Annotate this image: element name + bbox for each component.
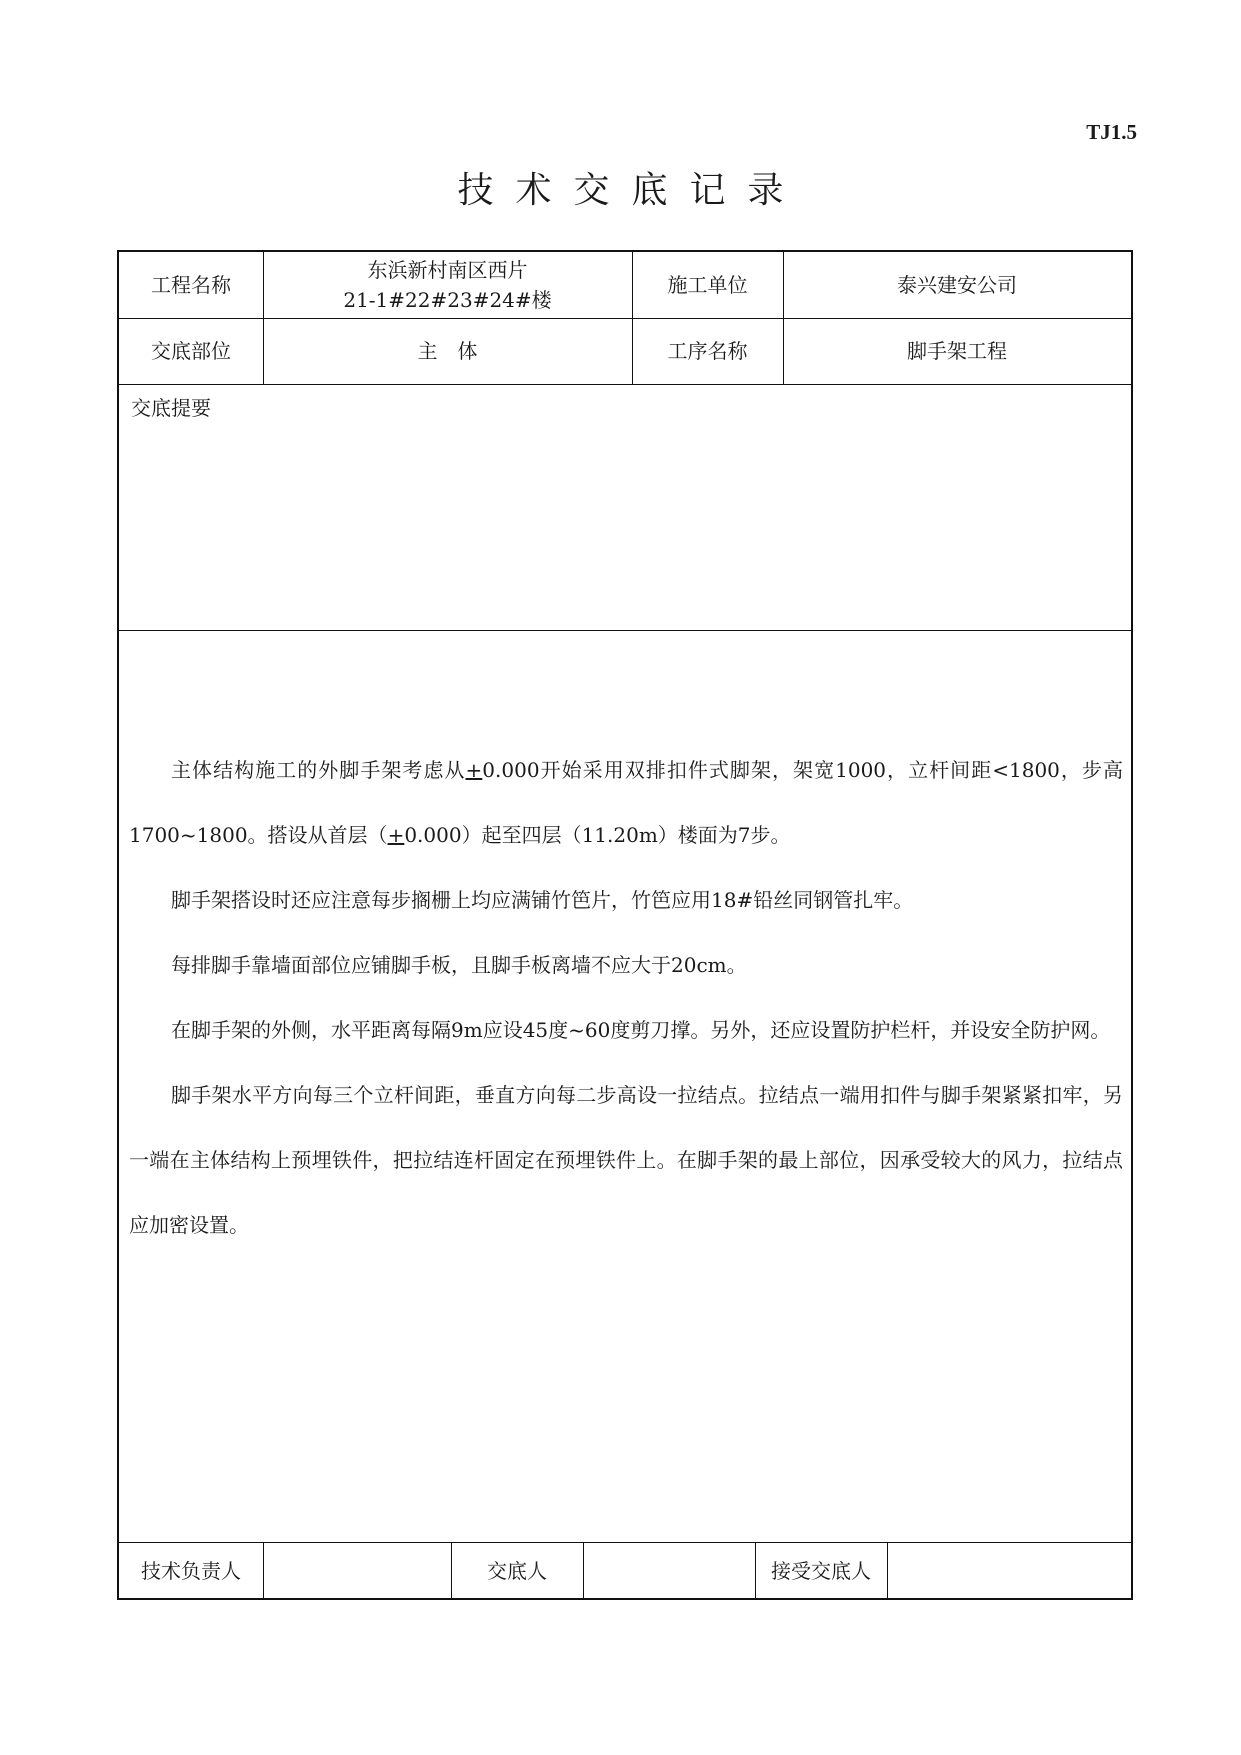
plus-minus-sign: +	[387, 823, 405, 847]
receiver-signature[interactable]	[887, 1542, 1131, 1600]
paragraph: 每排脚手靠墙面部位应铺脚手板，且脚手板离墙不应大于20cm。	[171, 953, 747, 977]
row-divider	[119, 384, 1131, 385]
paragraph: 脚手架搭设时还应注意每步搁栅上均应满铺竹笆片，竹笆应用18#铅丝同钢管扎牢。	[171, 888, 914, 912]
contractor-label: 施工单位	[667, 273, 748, 297]
discloser-label: 交底人	[487, 1559, 547, 1583]
content-text	[129, 738, 1123, 1258]
contractor-value: 泰兴建安公司	[897, 273, 1017, 297]
plus-minus-sign: +	[465, 758, 483, 782]
paragraph: 在脚手架的外侧，水平距离每隔9m应设45度~60度剪刀撑。另外，还应设置防护栏杆，并设安全防护网。	[171, 1018, 1111, 1042]
project-name-value	[263, 252, 632, 318]
tech-lead-signature[interactable]	[263, 1542, 451, 1600]
project-name-line1: 东浜新村南区西片	[367, 258, 528, 282]
summary-label: 交底提要	[131, 396, 211, 420]
receiver-label: 接受交底人	[771, 1559, 871, 1583]
process-value: 脚手架工程	[907, 339, 1007, 363]
text-run: 0.000开始采用双排扣件式脚架，架宽1000，立杆间距<1800，步高1700~1800。搭设从首层（	[129, 758, 1124, 847]
paragraph: 脚手架水平方向每三个立杆间距，垂直方向每二步高设一拉结点。拉结点一端用扣件与脚手架紧紧扣牢，另一端在主体结构上预埋铁件，把拉结连杆固定在预埋铁件上。在脚手架的最上部位，因承受较大的风力，拉结点应加密设置。	[129, 1083, 1123, 1237]
disclosure-form	[117, 250, 1133, 1600]
page-title: 技术交底记录	[457, 170, 806, 211]
text-run: 0.000）起至四层（11.20m）楼面为7步。	[404, 823, 791, 847]
project-name-line2: 21-1#22#23#24#楼	[343, 288, 552, 312]
project-name-label: 工程名称	[151, 273, 231, 297]
paragraph	[129, 738, 1123, 868]
text-run: 主体结构施工的外脚手架考虑从	[171, 758, 466, 782]
process-label: 工序名称	[667, 339, 748, 363]
disclosure-content	[119, 630, 1131, 1542]
tech-lead-label: 技术负责人	[141, 1559, 241, 1583]
form-code: TJ1.5	[1086, 120, 1137, 144]
discloser-signature[interactable]	[583, 1542, 755, 1600]
part-value: 主 体	[417, 339, 478, 363]
part-label: 交底部位	[151, 339, 231, 363]
